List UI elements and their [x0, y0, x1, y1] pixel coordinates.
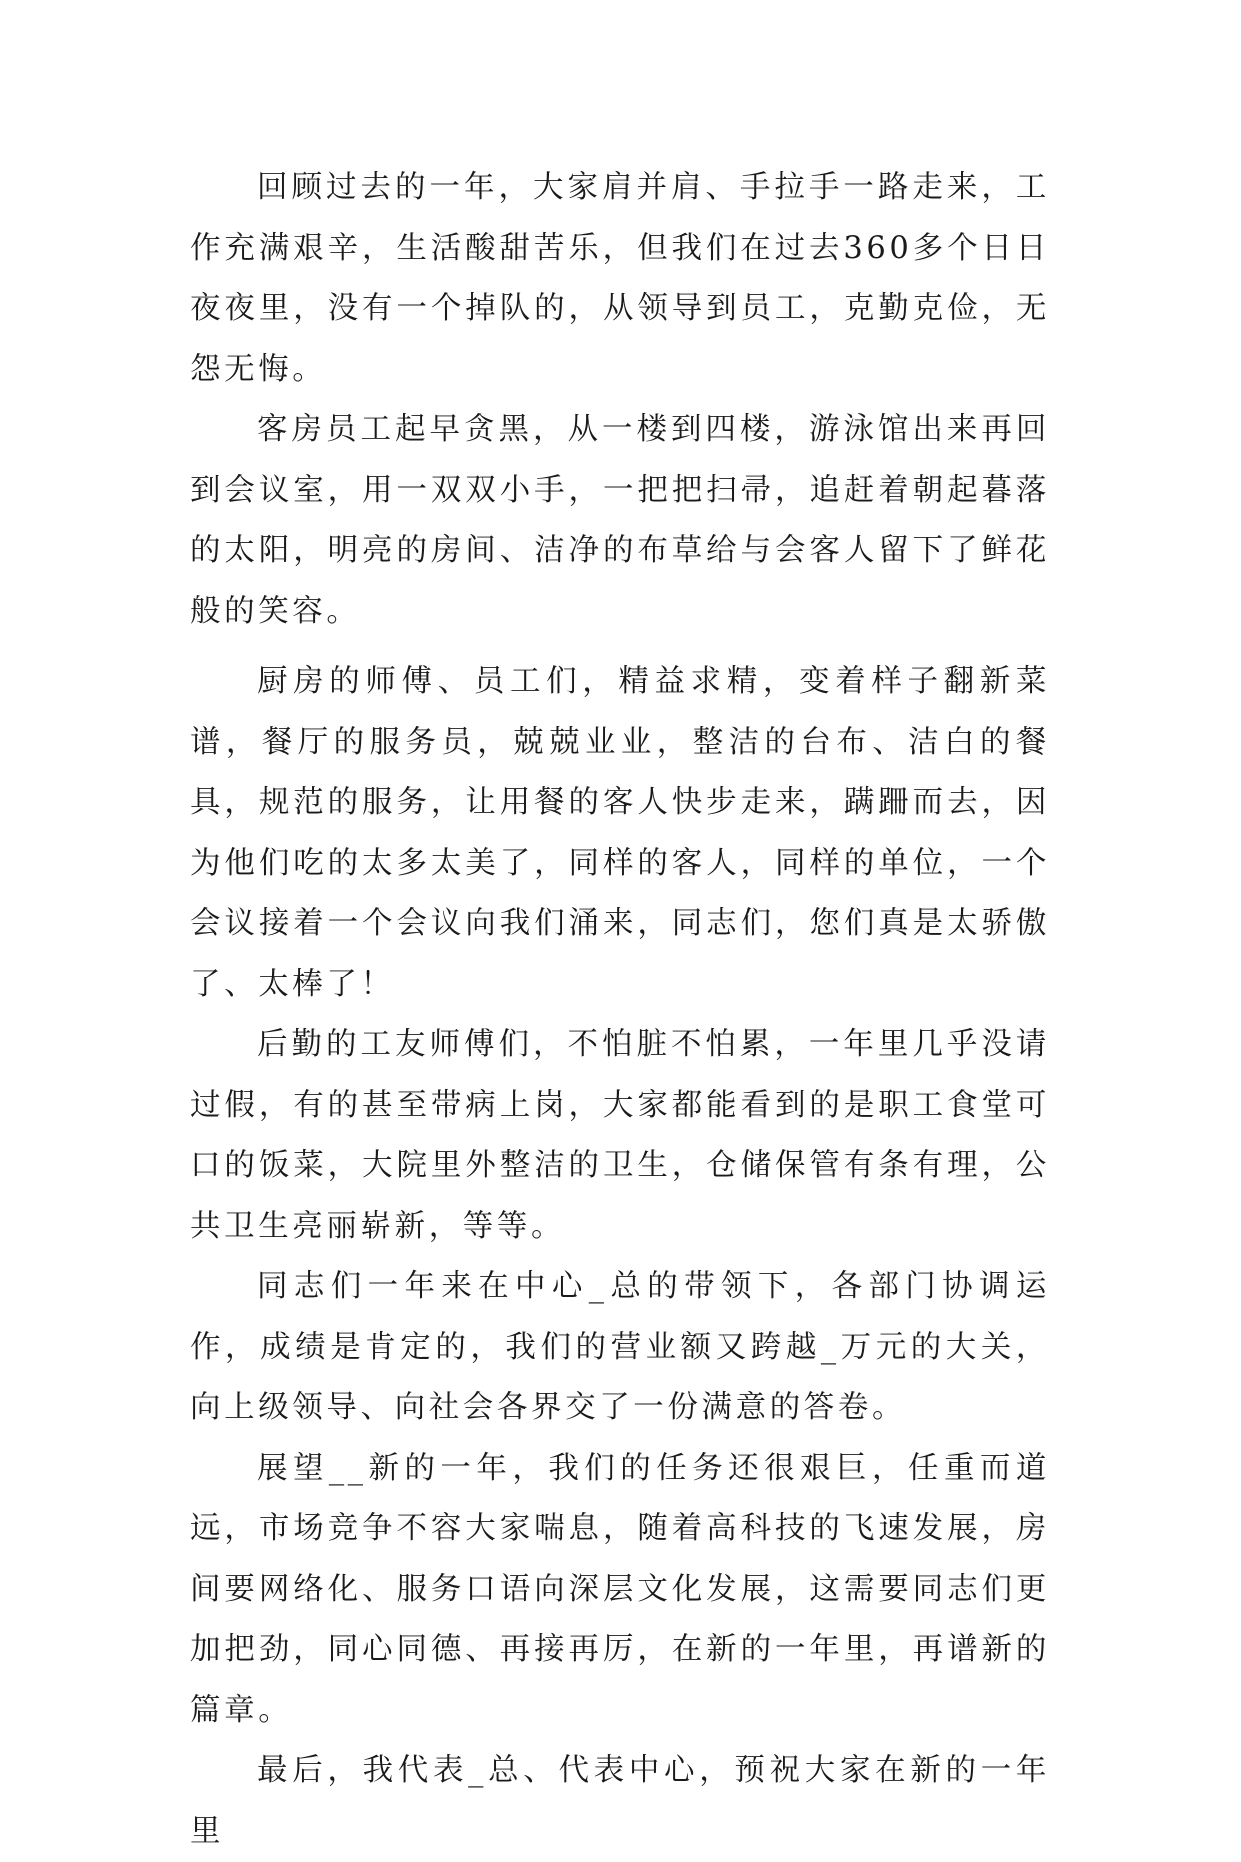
paragraph-kitchen: 厨房的师傅、员工们，精益求精，变着样子翻新菜谱，餐厅的服务员，兢兢业业，整洁的台布、洁白的餐具，规范的服务，让用餐的客人快步走来，蹒跚而去，因为他们吃的太多太美了，同样的客人，同样的单位，一个会议接着一个会议向我们涌来，同志们，您们真是太骄傲了、太棒了！ — [190, 664, 1050, 1002]
paragraph-closing: 最后，我代表_总、代表中心，预祝大家在新的一年里 — [190, 1753, 1050, 1849]
paragraph-housekeeping: 客房员工起早贪黑，从一楼到四楼，游泳馆出来再回到会议室，用一双双小手，一把把扫帚，追赶着朝起暮落的太阳，明亮的房间、洁净的布草给与会客人留下了鲜花般的笑容。 — [190, 412, 1050, 629]
paragraph-review: 回顾过去的一年，大家肩并肩、手拉手一路走来，工作充满艰辛，生活酸甜苦乐，但我们在过去360多个日日夜夜里，没有一个掉队的，从领导到员工，克勤克俭，无怨无悔。 — [190, 170, 1050, 387]
document-body — [190, 158, 1050, 1862]
paragraph-achievements: 同志们一年来在中心_总的带领下，各部门协调运作，成绩是肯定的，我们的营业额又跨越_万元的大关，向上级领导、向社会各界交了一份满意的答卷。 — [190, 1269, 1050, 1425]
paragraph-logistics: 后勤的工友师傅们，不怕脏不怕累，一年里几乎没请过假，有的甚至带病上岗，大家都能看到的是职工食堂可口的饭菜，大院里外整洁的卫生，仓储保管有条有理，公共卫生亮丽崭新，等等。 — [190, 1027, 1050, 1244]
paragraph-outlook: 展望__新的一年，我们的任务还很艰巨，任重而道远，市场竞争不容大家喘息，随着高科技的飞速发展，房间要网络化、服务口语向深层文化发展，这需要同志们更加把劲，同心同德、再接再厉，在新的一年里，再谱新的篇章。 — [190, 1450, 1050, 1728]
